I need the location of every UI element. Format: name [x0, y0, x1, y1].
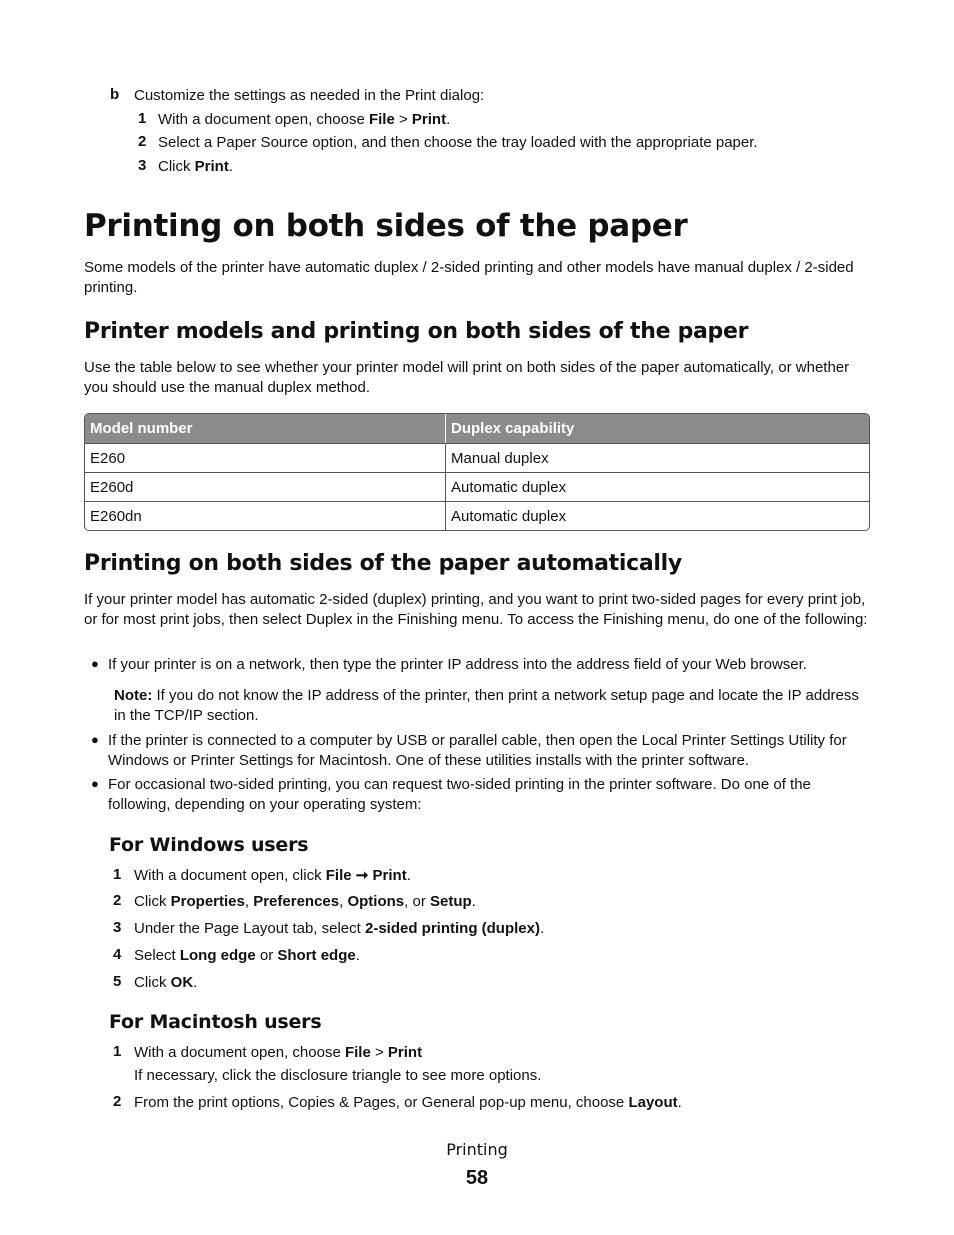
table-row [85, 472, 869, 501]
table-cell: E260 [85, 443, 446, 472]
section-title-models: Printer models and printing on both sides of the paper [84, 319, 749, 344]
section-title-auto: Printing on both sides of the paper automatically [84, 551, 682, 576]
step-number: 4 [113, 946, 122, 963]
page-title: Printing on both sides of the paper [84, 208, 688, 244]
table-cell: E260d [85, 472, 446, 501]
arrow-right-icon: ➞ [351, 867, 373, 884]
bullet-icon: ● [91, 732, 99, 747]
table-cell: Automatic duplex [446, 472, 869, 501]
table-header-row [85, 414, 869, 443]
subsection-title-windows: For Windows users [109, 834, 309, 856]
step-number: 1 [113, 1043, 122, 1060]
step-number: 2 [138, 133, 147, 150]
windows-step-5: Click OK. [134, 974, 198, 991]
main-intro: Some models of the printer have automatic duplex / 2-sided printing and other models have manual duplex / 2-sided printing. [84, 259, 854, 296]
windows-step-1: With a document open, click File ➞ Print. [134, 867, 411, 884]
step-b-3-text: Click Print. [158, 158, 234, 175]
bullet-network: If your printer is on a network, then type the printer IP address into the address field of your Web browser. [108, 656, 807, 673]
auto-intro: If your printer model has automatic 2-sided (duplex) printing, and you want to print two-sided pages for every print job, or for most print jobs, then select Duplex in the Finishing menu. To access the Finishing menu, do one of the following: [84, 591, 868, 628]
step-number: 3 [138, 157, 147, 174]
step-number: 5 [113, 973, 122, 990]
models-intro: Use the table below to see whether your printer model will print on both sides of the paper automatically, or whether you should use the manual duplex method. [84, 359, 850, 396]
bullet-icon: ● [91, 776, 99, 791]
note: Note: If you do not know the IP address of the printer, then print a network setup page and locate the IP address in the TCP/IP section. [114, 687, 859, 724]
mac-step-1-note: If necessary, click the disclosure triangle to see more options. [134, 1067, 542, 1084]
table-header-model: Model number [85, 414, 446, 443]
table-cell: E260dn [85, 501, 446, 530]
table-header-duplex: Duplex capability [446, 414, 869, 443]
step-number: 3 [113, 919, 122, 936]
table-row [85, 443, 869, 472]
mac-step-1: With a document open, choose File > Print [134, 1044, 423, 1061]
step-number: 1 [138, 110, 147, 127]
step-b-intro: Customize the settings as needed in the Print dialog: [134, 87, 485, 104]
table-row [85, 501, 869, 530]
table-cell: Automatic duplex [446, 501, 869, 530]
page-number: 58 [465, 1167, 489, 1189]
subsection-title-mac: For Macintosh users [109, 1011, 322, 1033]
step-letter: b [110, 86, 120, 103]
step-b-1-text: With a document open, choose File > Print. [158, 111, 451, 128]
mac-step-2: From the print options, Copies & Pages, or General pop-up menu, choose Layout. [134, 1094, 682, 1111]
windows-step-4: Select Long edge or Short edge. [134, 947, 360, 964]
bullet-occasional: For occasional two-sided printing, you can request two-sided printing in the printer software. Do one of the following, depending on your operating system: [108, 776, 811, 813]
footer-section-label: Printing [446, 1140, 508, 1159]
bullet-usb: If the printer is connected to a computer by USB or parallel cable, then open the Local Printer Settings Utility for Windows or Printer Settings for Macintosh. One of these utilities installs with the printer software. [108, 732, 847, 769]
duplex-table [84, 413, 870, 531]
step-b-2-text: Select a Paper Source option, and then choose the tray loaded with the appropriate paper. [158, 134, 758, 151]
step-number: 1 [113, 866, 122, 883]
step-number: 2 [113, 1093, 122, 1110]
windows-step-3: Under the Page Layout tab, select 2-sided printing (duplex). [134, 920, 545, 937]
bullet-icon: ● [91, 656, 99, 671]
windows-step-2: Click Properties, Preferences, Options, or Setup. [134, 893, 476, 910]
step-number: 2 [113, 892, 122, 909]
table-cell: Manual duplex [446, 443, 869, 472]
